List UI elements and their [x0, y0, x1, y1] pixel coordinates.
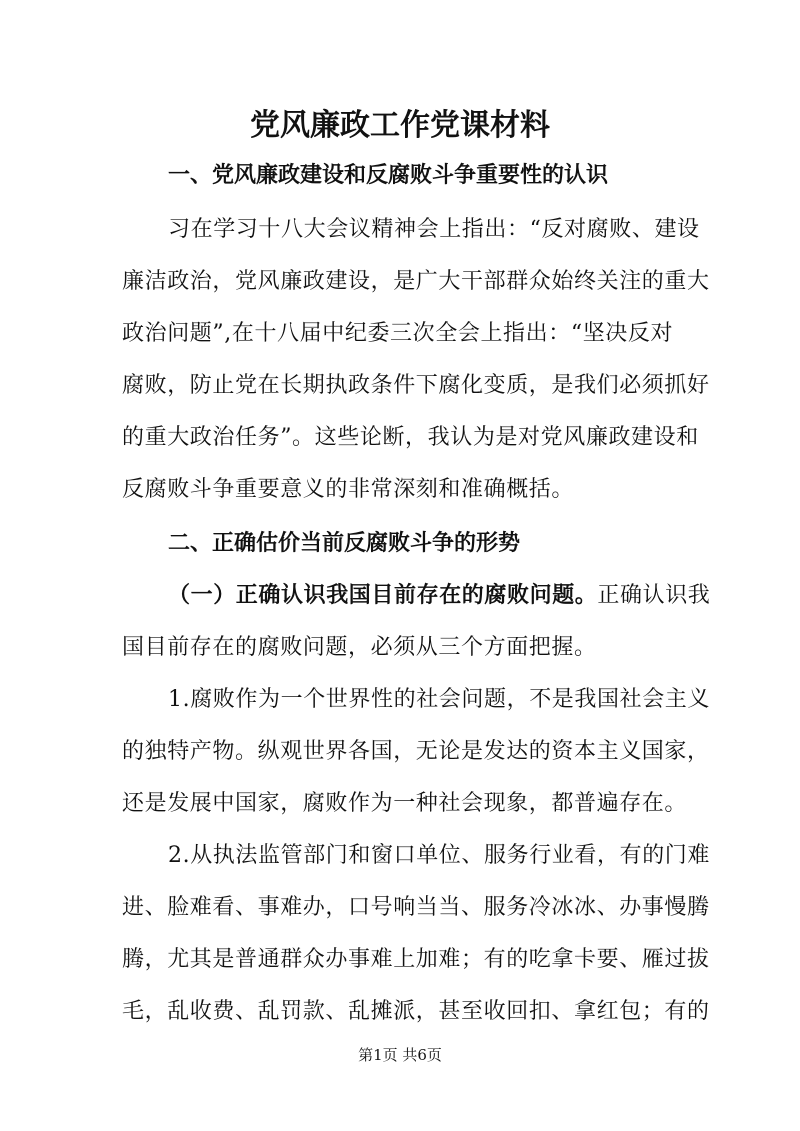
paragraph-1-line-1: 习在学习十八大会议精神会上指出：“反对腐败、建设 [168, 217, 700, 242]
item-2-line-4: 毛，乱收费、乱罚款、乱摊派，甚至收回扣、拿红包；有的 [122, 999, 710, 1024]
subsection-1-heading: （一）正确认识我国目前存在的腐败问题。 [168, 582, 598, 608]
section-heading-2: 二、正确估价当前反腐败斗争的形势 [168, 530, 521, 556]
section-heading-1: 一、党风廉政建设和反腐败斗争重要性的认识 [168, 162, 609, 188]
item-1-line-2: 的独特产物。纵观世界各国，无论是发达的资本主义国家， [122, 739, 710, 764]
paragraph-1-line-5: 的重大政治任务”。这些论断，我认为是对党风廉政建设和 [122, 425, 699, 450]
item-2-line-1: 2.从执法监管部门和窗口单位、服务行业看，有的门难 [168, 843, 710, 868]
paragraph-1-line-3: 政治问题”,在十八届中纪委三次全会上指出：“坚决反对 [122, 321, 674, 346]
item-2-line-3: 腾，尤其是普通群众办事难上加难；有的吃拿卡要、雁过拔 [122, 947, 710, 972]
paragraph-1-line-4: 腐败，防止党在长期执政条件下腐化变质，是我们必须抓好 [122, 373, 710, 398]
page-footer: 第1页 共6页 [358, 1046, 442, 1064]
document-title: 党风廉政工作党课材料 [250, 108, 550, 143]
subsection-1-text: 正确认识我 [597, 583, 711, 608]
subsection-1-line-1 [168, 578, 710, 609]
subsection-1-line-2: 国目前存在的腐败问题，必须从三个方面把握。 [122, 635, 597, 660]
paragraph-1-line-6: 反腐败斗争重要意义的非常深刻和准确概括。 [122, 477, 575, 502]
item-1-line-3: 还是发展中国家，腐败作为一种社会现象，都普遍存在。 [122, 791, 688, 816]
paragraph-1-line-2: 廉洁政治，党风廉政建设，是广大干部群众始终关注的重大 [122, 269, 710, 294]
item-2-line-2: 进、脸难看、事难办，口号响当当、服务冷冰冰、办事慢腾 [122, 895, 710, 920]
item-1-line-1: 1.腐败作为一个世界性的社会问题，不是我国社会主义 [168, 687, 710, 712]
